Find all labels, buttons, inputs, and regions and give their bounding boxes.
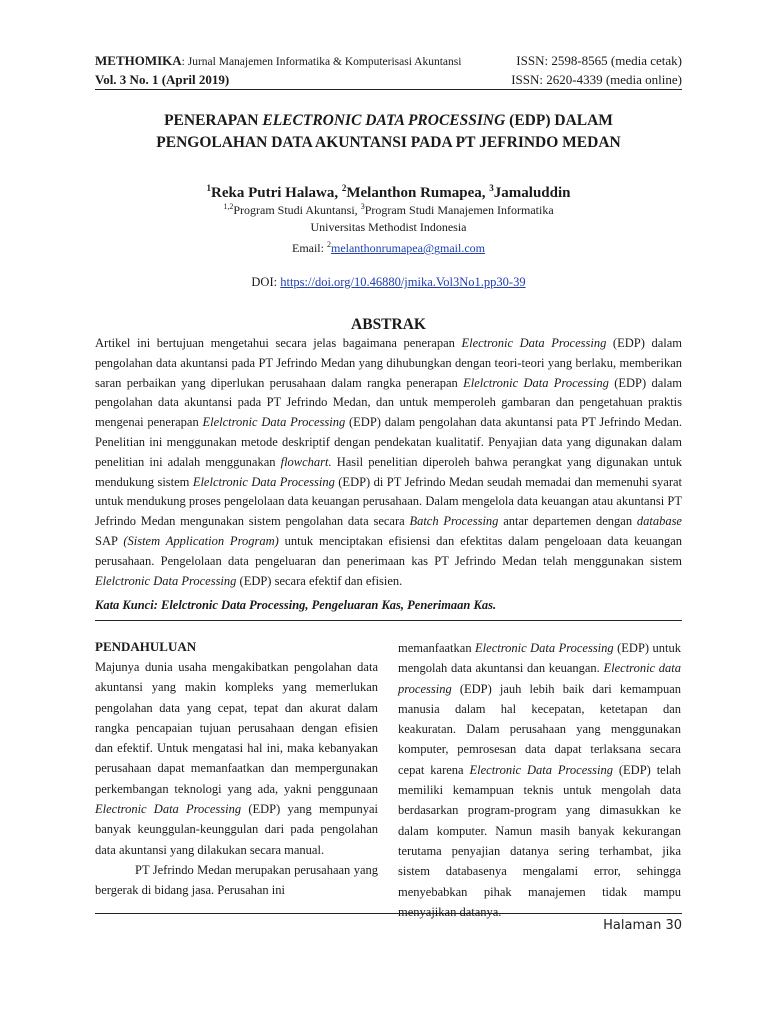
author-3: Jamaluddin — [493, 185, 571, 201]
running-header — [95, 52, 682, 88]
paragraph: PT Jefrindo Medan merupakan perusahaan yang bergerak di bidang jasa. Perusahan ini — [95, 862, 378, 898]
author-sup: 3 — [489, 183, 494, 193]
body-column-right — [398, 638, 681, 922]
title-line-2: PENGOLAHAN DATA AKUNTANSI PADA PT JEFRINDO MEDAN — [156, 134, 621, 151]
abstract-italic: database — [636, 514, 682, 529]
abstract-span: Hasil penelitian diperoleh bahwa perangkat yang digunakan untuk mendukung sistem — [95, 454, 682, 489]
body-column-left — [95, 638, 378, 901]
journal-short: METHOMIKA — [95, 53, 182, 68]
para-span: Majunya dunia usaha mengakibatkan pengolahan data akuntansi yang makin kompleks yang memerlukan pengolahan data yang cepat, tepat dan akurat dalam rangka pencapaian tujuan perusahaan dengan efisien dan efektif. Untuk mengatasi hal ini, maka kebanyakan perusahaan dapat memanfaatkan dan mempergunakan perkembangan teknologi yang ada, yakni penggunaan — [95, 660, 378, 796]
para-italic: Electronic Data Processing — [95, 802, 242, 817]
program-2: Program Studi Manajemen Informatika — [364, 203, 554, 217]
paragraph — [95, 657, 378, 860]
header-divider — [95, 89, 682, 90]
abstract-italic: Elelctronic Data Processing — [192, 474, 335, 489]
abstract-italic: (Sistem Application Program) — [123, 533, 279, 548]
doi-label: DOI: — [251, 275, 281, 289]
abstract-span: (EDP) dalam pengolahan data akuntansi pada PT Jefrindo Medan, dan untuk memperoleh gambaran dan pengetahuan praktis mengenai penerapan — [95, 375, 683, 430]
journal-full: : Jurnal Manajemen Informatika & Komputerisasi Akuntansi — [181, 56, 462, 68]
paper-title — [95, 110, 682, 154]
abstract-italic: Batch Processing — [409, 514, 499, 529]
title-italic: ELECTRONIC DATA PROCESSING — [262, 112, 506, 129]
affiliation-block — [95, 198, 682, 257]
doi-link[interactable]: https://doi.org/10.46880/jmika.Vol3No1.pp30-39 — [280, 275, 526, 289]
journal-line — [95, 52, 461, 71]
program-1: Program Studi Akuntansi, — [233, 203, 361, 217]
abstract-text — [95, 334, 682, 591]
title-part: (EDP) DALAM — [505, 112, 613, 129]
abstract-italic: Elelctronic Data Processing — [202, 415, 346, 430]
abstract-italic: flowchart. — [280, 454, 332, 469]
section-heading: PENDAHULUAN — [95, 639, 197, 654]
author-2: Melanthon Rumapea, — [346, 185, 490, 201]
para-italic: Electronic data processing — [398, 661, 681, 696]
affil-sup: 3 — [360, 202, 365, 211]
email-sup: 2 — [326, 240, 331, 249]
abstract-span: untuk menciptakan efisiensi dan efektitas dalam pengeloaan data keuangan perusahaan. Pengelolaan data pengeluaran dan penerimaan kas PT Jefrindo Medan telah menggunakan sistem — [95, 533, 682, 568]
issn-print: ISSN: 2598-8565 (media cetak) — [516, 53, 682, 68]
footer-divider — [95, 913, 682, 914]
email-link[interactable]: melanthonrumapea@gmail.com — [330, 241, 485, 255]
abstract-span: antar departemen dengan — [498, 514, 637, 529]
author-sup: 2 — [341, 183, 347, 193]
author-sup: 1 — [206, 183, 212, 193]
abstract-span: (EDP) secara efektif dan efisien. — [236, 573, 403, 588]
title-part: PENERAPAN — [164, 112, 263, 129]
affil-sup: 1,2 — [223, 202, 234, 211]
page-number: Halaman 30 — [603, 918, 682, 933]
abstract-italic: Elelctronic Data Processing — [95, 573, 237, 588]
paragraph — [398, 638, 681, 922]
abstract-divider — [95, 620, 682, 621]
abstract-italic: Elelctronic Data Processing — [463, 375, 609, 390]
university: Universitas Methodist Indonesia — [310, 220, 467, 234]
abstract-span: (EDP) di PT Jefrindo Medan seudah memadai dan memenuhi syarat untuk mendukung proses pengelolaan data keuangan perusahaan. Dalam mengelola data keuangan atau akuntansi PT Jefrindo Medan mengunakan sistem pengolahan data secara — [95, 474, 682, 529]
abstract-span: SAP — [95, 533, 124, 548]
doi-line — [95, 275, 682, 290]
abstract-span: (EDP) dalam pengolahan data akuntansi pata PT Jefrindo Medan. Penelitian ini menggunakan metode deskriptif dengan pendekatan kualitatif. Penyajian data yang digunakan dalam penelitian ini adalah menggunakan — [95, 415, 682, 469]
para-span: (EDP) jauh lebih baik dari kemampuan manusia dalam hal kecepatan, ketetapan dan keakuratan. Dalam perusahaan yang menggunakan komputer, pemrosesan data dapat terlaksana secara cepat karena — [398, 681, 681, 777]
issn-online: ISSN: 2620-4339 (media online) — [511, 72, 682, 87]
para-span: (EDP) telah memiliki kemampuan teknis untuk mengolah data berdasarkan program-program yang dimasukkan ke dalam komputer. Namun masih banyak kekurangan terutama penyajian datanya sering terhambat, jika sistem databasenya mengalami error, sehingga menyebabkan pihak manajemen tidak mampu menyajikan datanya. — [398, 762, 681, 919]
volume-info: Vol. 3 No. 1 (April 2019) — [95, 72, 230, 87]
email-label: Email: — [291, 241, 327, 255]
para-span: (EDP) yang mempunyai banyak keunggulan-keunggulan dari pada pengolahan data akuntansi yang dilakukan secara manual. — [95, 802, 378, 857]
para-span: memanfaatkan — [398, 641, 476, 655]
para-italic: Electronic Data Processing — [475, 641, 614, 655]
para-span: (EDP) untuk mengolah data akuntansi dan keuangan. — [398, 641, 681, 676]
abstract-italic: Electronic Data Processing — [461, 336, 607, 350]
keywords: Kata Kunci: Elelctronic Data Processing, Pengeluaran Kas, Penerimaan Kas. — [95, 598, 497, 612]
para-italic: Electronic Data Processing — [469, 762, 613, 777]
abstract-span: Artikel ini bertujuan mengetahui secara jelas bagaimana penerapan — [95, 336, 462, 350]
abstract-heading: ABSTRAK — [351, 316, 426, 333]
author-1: Reka Putri Halawa, — [211, 185, 342, 201]
abstract-span: (EDP) dalam pengolahan data akuntansi pada PT Jefrindo Medan yang dihubungkan dengan teori-teori yang berlaku, memberikan saran perbaikan yang diperlukan perusahaan dalam rangka penerapan — [95, 336, 683, 390]
